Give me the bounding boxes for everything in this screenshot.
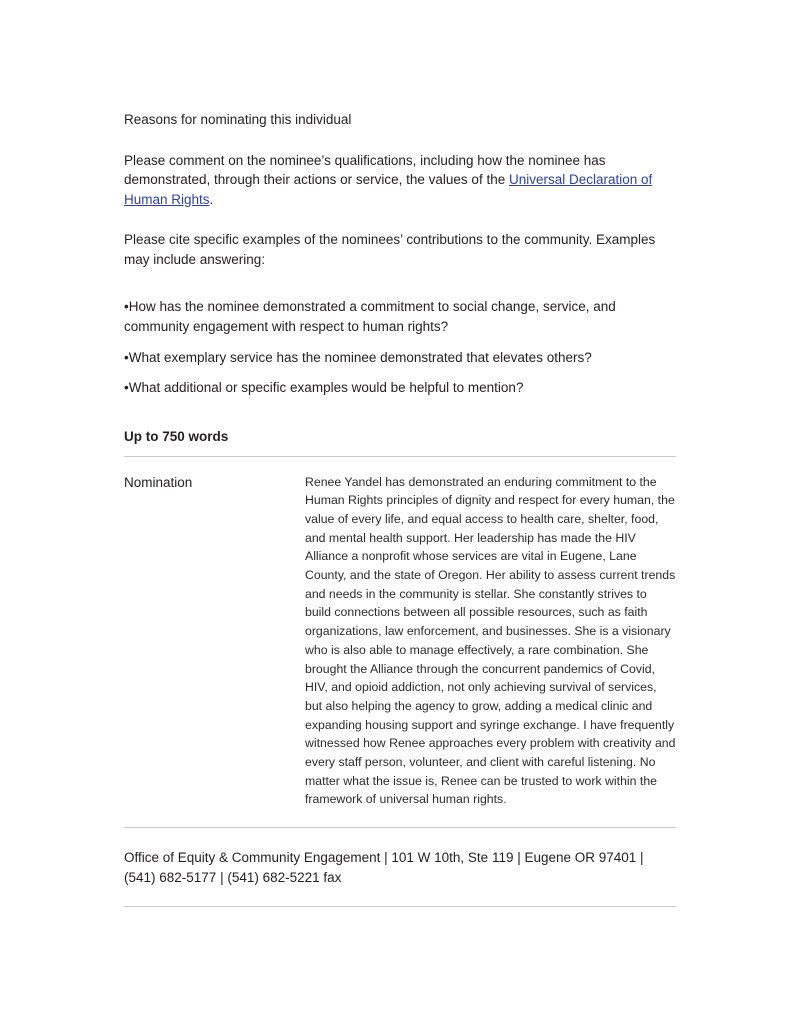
nomination-answer-text: Renee Yandel has demonstrated an enduring commitment to the Human Rights principles of dignity and respect for every human, the value of every life, and equal access to health care, shelter, food, and mental health support. Her leadership has made the HIV Alliance a nonprofit whose services are vital in Eugene, Lane County, and the state of Oregon. Her ability to assess current trends and needs in the community is stellar. She constantly strives to build connections between all possible resources, such as faith organizations, law enforcement, and businesses. She is a visionary who is also able to manage effectively, a rare combination. She brought the Alliance through the concurrent pandemics of Covid, HIV, and opioid addiction, not only achieving survival of services, but also helping the agency to grow, adding a medical clinic and expanding housing support and syringe exchange. I have frequently witnessed how Renee approaches every problem with creativity and every staff person, volunteer, and client with careful listening. No matter what the issue is, Renee can be trusted to work within the framework of universal human rights. [305, 474, 676, 807]
document-page [124, 0, 676, 1035]
universal-declaration-link[interactable]: Universal Declaration of Human Rights [124, 172, 653, 207]
section-heading: Reasons for nominating this individual [124, 112, 352, 127]
cite-examples-paragraph: Please cite specific examples of the nominees’ contributions to the community. Examples may include answering: [124, 232, 656, 267]
intro-paragraph-before-link: Please comment on the nominee’s qualifications, including how the nominee has demonstrated, through their actions or service, the values of the [124, 152, 606, 188]
divider-bottom [124, 827, 676, 828]
bullet-list [124, 297, 676, 397]
nomination-answer-block [124, 457, 676, 809]
bullet-item: •What additional or specific examples would be helpful to mention? [124, 380, 524, 396]
bullet-item: •What exemplary service has the nominee demonstrated that elevates others? [124, 349, 592, 365]
nomination-field-label: Nomination [124, 474, 193, 490]
footer-contact-info: Office of Equity & Community Engagement | 101 W 10th, Ste 119 | Eugene OR 97401 | (541) 682-5177 | (541) 682-5221 fax [124, 850, 644, 885]
word-limit-label: Up to 750 words [124, 428, 229, 444]
intro-paragraph [124, 151, 676, 210]
intro-paragraph-after-link: . [209, 191, 214, 207]
divider-footer [124, 906, 676, 907]
bullet-item: •How has the nominee demonstrated a commitment to social change, service, and community engagement with respect to human rights? [124, 299, 616, 334]
